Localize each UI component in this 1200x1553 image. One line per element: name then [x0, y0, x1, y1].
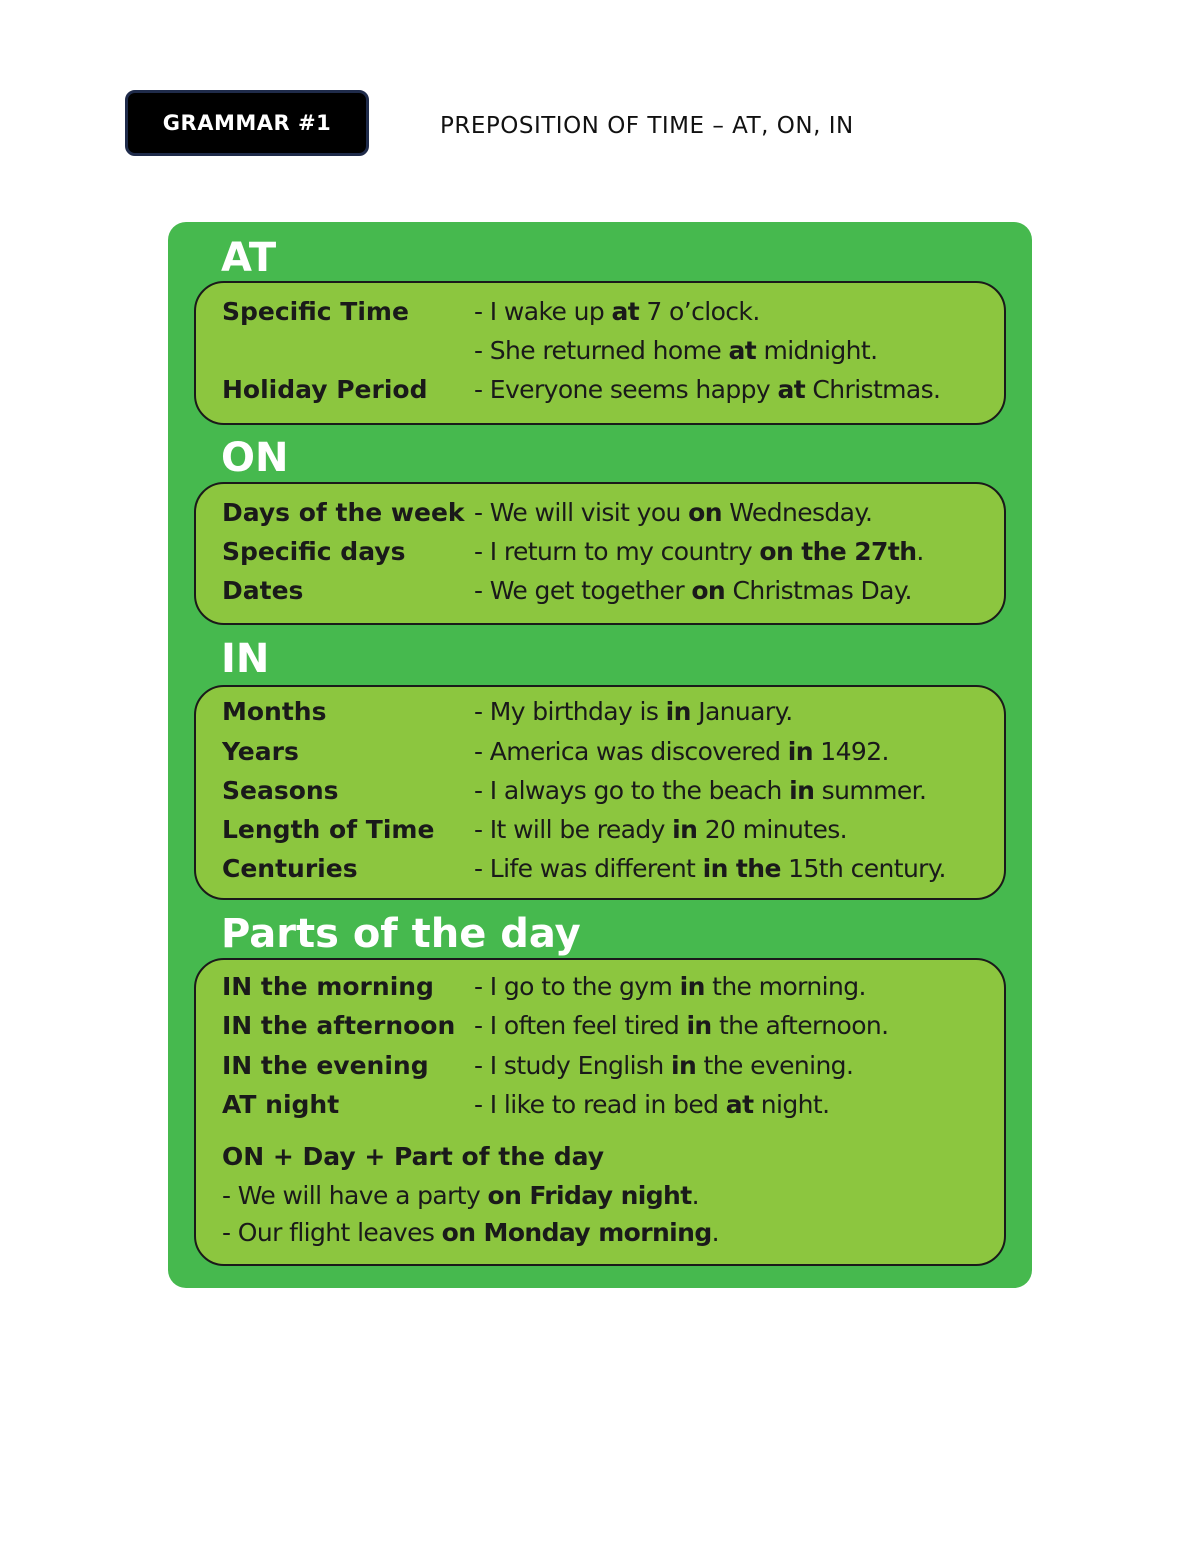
grammar-badge-label: GRAMMAR #1	[162, 111, 332, 135]
usage-example: - She returned home at midnight.	[474, 336, 878, 365]
usage-label: IN the morning	[222, 972, 434, 1001]
usage-row	[196, 375, 1004, 415]
usage-example: - I often feel tired in the afternoon.	[474, 1011, 889, 1040]
section-panel-parts-of-day	[194, 958, 1006, 1266]
section-panel-at	[194, 281, 1006, 425]
on-day-part-heading: ON + Day + Part of the day	[222, 1142, 604, 1171]
usage-example: - I wake up at 7 o’clock.	[474, 297, 760, 326]
usage-row	[196, 697, 1004, 737]
usage-example: - My birthday is in January.	[474, 697, 793, 726]
usage-example: - Everyone seems happy at Christmas.	[474, 375, 941, 404]
usage-example: - I return to my country on the 27th.	[474, 537, 924, 566]
usage-row	[196, 336, 1004, 376]
usage-example: - We will visit you on Wednesday.	[474, 498, 873, 527]
section-panel-on	[194, 482, 1006, 625]
section-panel-in	[194, 685, 1006, 900]
usage-row	[196, 537, 1004, 577]
usage-label: IN the evening	[222, 1051, 429, 1080]
usage-example: - I always go to the beach in summer.	[474, 776, 927, 805]
page-title: PREPOSITION OF TIME – AT, ON, IN	[440, 113, 854, 139]
usage-label: Days of the week	[222, 498, 465, 527]
usage-row	[196, 498, 1004, 538]
usage-row	[196, 1090, 1004, 1130]
preposition-card	[168, 222, 1032, 1288]
on-day-part-example: - Our flight leaves on Monday morning.	[222, 1218, 719, 1247]
usage-label: Holiday Period	[222, 375, 428, 404]
usage-label: Months	[222, 697, 327, 726]
section-heading-at: AT	[221, 235, 277, 281]
usage-label: Centuries	[222, 854, 358, 883]
usage-example: - I study English in the evening.	[474, 1051, 854, 1080]
usage-example: - Life was different in the 15th century.	[474, 854, 946, 883]
usage-row	[196, 1011, 1004, 1051]
usage-row	[196, 1051, 1004, 1091]
section-heading-on: ON	[221, 435, 289, 481]
usage-example: - America was discovered in 1492.	[474, 737, 889, 766]
usage-row	[196, 737, 1004, 777]
usage-label: Specific Time	[222, 297, 409, 326]
usage-example: - We get together on Christmas Day.	[474, 576, 912, 605]
usage-example: - I like to read in bed at night.	[474, 1090, 830, 1119]
usage-label: IN the afternoon	[222, 1011, 456, 1040]
usage-label: Specific days	[222, 537, 406, 566]
usage-label: Seasons	[222, 776, 339, 805]
usage-label: Dates	[222, 576, 304, 605]
usage-label: AT night	[222, 1090, 340, 1119]
usage-row	[196, 854, 1004, 894]
usage-row	[196, 776, 1004, 816]
section-heading-in: IN	[221, 636, 270, 682]
usage-row	[196, 576, 1004, 616]
usage-label: Length of Time	[222, 815, 435, 844]
on-day-part-example: - We will have a party on Friday night.	[222, 1181, 699, 1210]
usage-row	[196, 815, 1004, 855]
section-heading-parts-of-day: Parts of the day	[221, 911, 581, 957]
usage-row	[196, 972, 1004, 1012]
grammar-badge	[125, 90, 369, 156]
usage-example: - I go to the gym in the morning.	[474, 972, 866, 1001]
usage-label: Years	[222, 737, 299, 766]
usage-row	[196, 297, 1004, 337]
usage-example: - It will be ready in 20 minutes.	[474, 815, 847, 844]
